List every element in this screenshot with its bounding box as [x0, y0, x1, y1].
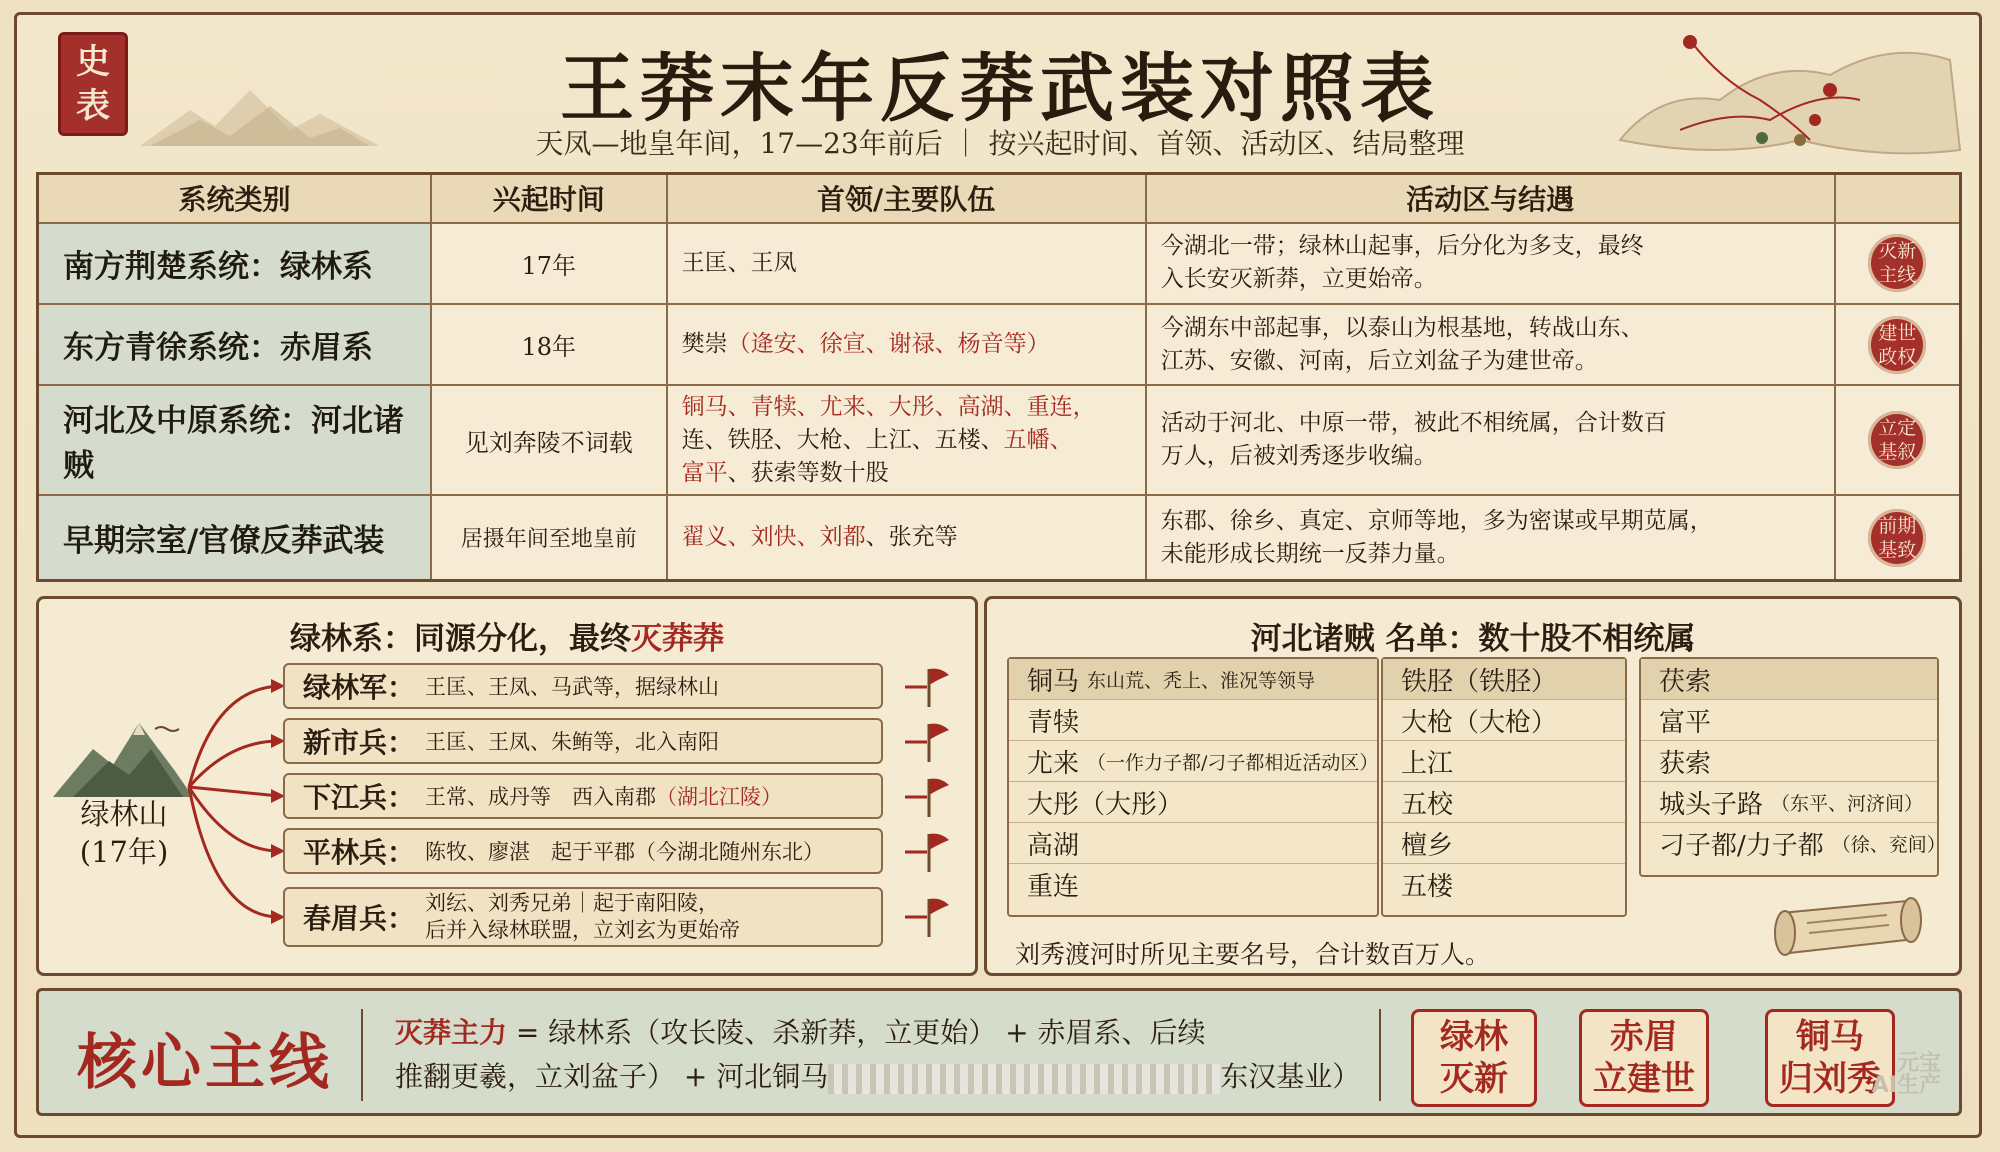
row-time: 见刘奔陵不词载: [431, 385, 667, 495]
core-line-text: [395, 1011, 1360, 1099]
item-name: 高湖: [1027, 830, 1080, 861]
badge-line: 灭新: [1440, 1059, 1508, 1099]
badge-line: 绿林: [1440, 1017, 1508, 1057]
list-item: [1009, 741, 1377, 782]
watermark: [1872, 1053, 1941, 1097]
list-item: [1383, 782, 1625, 823]
branch-desc: 刘纭、刘秀兄弟｜起于南阳陵，: [425, 891, 720, 915]
table-header: 首领/主要队伍: [667, 174, 1146, 223]
red-flag-icon: [905, 665, 951, 709]
outcome-stamp: [1868, 234, 1926, 292]
page-title: 王莽末年反莽武装对照表: [560, 46, 1440, 132]
watermark-line: AI生产: [1871, 1073, 1941, 1098]
branch-lulin-army: [283, 663, 883, 709]
leaders-text: 、获索等数十股: [727, 459, 889, 486]
row-leaders: [667, 495, 1146, 580]
stamp-line: 建世: [1878, 321, 1917, 344]
list-item: [1383, 864, 1625, 904]
branch-connectors: [39, 599, 299, 979]
core-text-start: 推翻更羲，立刘盆子） + 河北铜马: [395, 1060, 829, 1093]
branch-pinglin: [283, 828, 883, 874]
core-line-label: 核心主线: [77, 1028, 333, 1098]
table-header: 兴起时间: [431, 174, 667, 223]
list-item: [1009, 700, 1377, 741]
scroll-icon: [1767, 893, 1927, 963]
item-name: 获索: [1659, 748, 1712, 779]
area-line: 未能形成长期统一反莽力量。: [1160, 540, 1460, 567]
list-item: [1009, 659, 1377, 700]
badge-line: 归刘秀: [1779, 1059, 1881, 1099]
stamp-line: 立定: [1878, 417, 1917, 440]
item-name: 大彤（大彤）: [1027, 789, 1184, 820]
leaders-red-text: 富平: [681, 459, 728, 486]
table-row: [38, 304, 1961, 385]
item-note: （东平、河济间）: [1771, 792, 1924, 815]
row-stamp-cell: [1835, 304, 1961, 385]
badge-line: 立建世: [1593, 1059, 1695, 1099]
row-leaders: [667, 223, 1146, 304]
badge-chimei: [1579, 1009, 1709, 1107]
leaders-line: [682, 457, 1131, 490]
item-note: 东山荒、秃上、淮况等领导: [1087, 669, 1316, 692]
branch-desc: 后并入绿林联盟，立刘玄为更始帝: [425, 918, 741, 942]
comparison-table: [36, 172, 1962, 582]
divider: [1379, 1009, 1381, 1101]
branch-name: 下江兵：: [303, 781, 416, 814]
area-line: 今湖东中部起事，以泰山为根基地，转战山东、: [1160, 314, 1644, 341]
row-leaders: [667, 304, 1146, 385]
area-line: 活动于河北、中原一带，被此不相统属，合计数百: [1160, 410, 1667, 437]
stamp-line: 主线: [1878, 264, 1917, 287]
list-item: [1641, 700, 1937, 741]
panel-title: 河北诸贼 名单：数十股不相统属: [1250, 621, 1696, 657]
red-flag-icon: [905, 775, 951, 819]
hebei-list-panel: [984, 596, 1962, 976]
badge-line: 铜马: [1796, 1017, 1864, 1057]
list-column-2: [1381, 657, 1627, 917]
branch-desc-block: [425, 890, 740, 944]
stamp-line: 灭新: [1878, 240, 1917, 263]
list-item: [1009, 782, 1377, 823]
branch-desc: 王匡、王凤、朱鲔等，北入南阳: [425, 730, 720, 754]
outcome-stamp: [1868, 509, 1926, 567]
area-line: 今湖北一带；绿林山起事，后分化为多支，最终: [1160, 233, 1644, 260]
list-item: [1641, 823, 1946, 863]
list-item: [1383, 700, 1625, 741]
item-name: 五楼: [1401, 871, 1454, 902]
branch-desc: 王常、成丹等 西入南郡: [425, 785, 657, 809]
mountain-name: 绿林山: [80, 797, 168, 831]
core-line-bar: [36, 988, 1962, 1116]
row-category: 河北及中原系统：河北诸贼: [38, 385, 431, 495]
panel-title-red: 灭莽莽: [631, 621, 724, 657]
table-row: [38, 223, 1961, 304]
row-category: 南方荆楚系统：绿林系: [38, 223, 431, 304]
seal-char-1: 史: [76, 42, 110, 82]
branch-xiajiang: [283, 773, 883, 819]
list-item: [1009, 864, 1377, 904]
list-item: [1383, 741, 1625, 782]
list-item: [1641, 741, 1937, 782]
outcome-stamp: [1868, 316, 1926, 374]
item-name: 檀乡: [1401, 830, 1454, 861]
branch-desc: 陈牧、廖湛 起于平郡（今湖北随州东北）: [425, 840, 825, 864]
row-stamp-cell: [1835, 385, 1961, 495]
item-note: （徐、兖间）: [1831, 833, 1946, 856]
item-name: 青犊: [1027, 707, 1080, 738]
area-line: 万人，后被刘秀逐步收编。: [1160, 443, 1437, 470]
area-line: 东郡、徐乡、真定、京师等地，多为密谋或早期苋属，: [1160, 507, 1713, 534]
leaders-red-text: 翟义、刘快、刘都: [681, 524, 866, 551]
item-name: 铜马: [1027, 666, 1080, 697]
branch-name: 绿林军：: [303, 671, 416, 704]
row-leaders: [667, 385, 1146, 495]
leaders-line: [682, 424, 1131, 457]
table-header: 系统类别: [38, 174, 431, 223]
red-flag-icon: [905, 830, 951, 874]
item-note: （一作力子都/刁子都相近活动区）: [1087, 751, 1379, 774]
list-item: [1641, 659, 1937, 700]
list-item: [1009, 823, 1377, 864]
row-area: [1146, 304, 1835, 385]
list-item: [1383, 659, 1625, 700]
row-area: [1146, 385, 1835, 495]
area-line: 江苏、安徽、河南，后立刘盆子为建世帝。: [1160, 347, 1598, 374]
watermark-line: 元宝: [1896, 1051, 1941, 1076]
leaders-text: 樊崇: [681, 331, 728, 358]
item-name: 刁子都/力子都: [1659, 830, 1824, 861]
stamp-line: 前期: [1878, 514, 1917, 537]
item-name: 富平: [1659, 707, 1712, 738]
stamp-line: 基叙: [1878, 441, 1917, 464]
branch-xinshi: [283, 718, 883, 764]
stamp-line: 基致: [1878, 538, 1917, 561]
row-time: 17年: [431, 223, 667, 304]
redacted-block: [828, 1064, 1220, 1094]
branch-chunmei: [283, 887, 883, 947]
page-subtitle: 天凤—地皇年间，17—23年前后 ｜ 按兴起时间、首领、活动区、结局整理: [535, 127, 1465, 160]
divider: [361, 1009, 363, 1101]
table-row: [38, 495, 1961, 580]
table-header-row: [38, 174, 1961, 223]
item-name: 尤来: [1027, 748, 1080, 779]
panel-footer: 刘秀渡河时所见主要名号，合计数百万人。: [1015, 940, 1491, 969]
table-header: [1835, 174, 1961, 223]
mountain-year: (17年): [79, 835, 169, 869]
leaders-text: 连、铁胫、大枪、上江、五楼、: [681, 426, 1004, 453]
core-text-rest: = 绿林系（攻长陵、杀新莽，立更始） + 赤眉系、后续: [507, 1016, 1206, 1049]
list-column-3: [1639, 657, 1946, 877]
row-area: [1146, 495, 1835, 580]
leaders-text: 、张充等: [865, 524, 958, 551]
red-flag-icon: [905, 895, 951, 939]
branch-name: 春眉兵：: [303, 902, 416, 935]
branch-desc: 王匡、王凤、马武等，据绿林山: [425, 675, 720, 699]
item-name: 重连: [1027, 871, 1080, 902]
core-highlight: 灭莽主力: [395, 1016, 508, 1049]
lulin-branch-panel: [36, 596, 978, 976]
leaders-red-text: （逄安、徐宣、谢禄、杨音等）: [727, 331, 1050, 358]
branch-desc-red: （湖北江陵）: [656, 785, 783, 809]
red-flag-icon: [905, 720, 951, 764]
item-name: 茯索: [1659, 666, 1712, 697]
core-line-1: [395, 1011, 1360, 1055]
core-line-2: [395, 1055, 1360, 1099]
seal-char-2: 表: [76, 86, 110, 126]
badge-line: 赤眉: [1610, 1017, 1678, 1057]
item-name: 上江: [1401, 748, 1454, 779]
core-text-end: 东汉基业）: [1220, 1060, 1361, 1093]
list-column-1: [1007, 657, 1379, 917]
table-row: [38, 385, 1961, 495]
badge-lulin: [1411, 1009, 1537, 1107]
leaders-red-text: 五幡、: [1003, 426, 1073, 453]
list-item: [1641, 782, 1937, 823]
row-time: 居摄年间至地皇前: [431, 495, 667, 580]
row-area: [1146, 223, 1835, 304]
area-line: 入长安灭新莽，立更始帝。: [1160, 266, 1437, 293]
item-name: 五校: [1401, 789, 1454, 820]
row-time: 18年: [431, 304, 667, 385]
outcome-stamp: [1868, 411, 1926, 469]
leaders-line: [682, 391, 1131, 424]
list-item: [1383, 823, 1625, 864]
row-category: 早期宗室/官僚反莽武装: [38, 495, 431, 580]
table-header: 活动区与结遇: [1146, 174, 1835, 223]
stamp-line: 政权: [1878, 345, 1917, 368]
leaders-text: 王匡、王凤: [681, 249, 797, 276]
row-category: 东方青徐系统：赤眉系: [38, 304, 431, 385]
item-name: 大枪（大枪）: [1401, 707, 1558, 738]
row-stamp-cell: [1835, 223, 1961, 304]
item-name: 城头子路: [1659, 789, 1764, 820]
panel-title-text: 绿林系：同源分化，最终: [290, 621, 631, 657]
leaders-red-text: 铜马、青犊、尤来、大彤、高湖、重连，: [681, 393, 1096, 420]
row-stamp-cell: [1835, 495, 1961, 580]
branch-name: 平林兵：: [303, 836, 416, 869]
item-name: 铁胫（铁胫）: [1401, 666, 1558, 697]
branch-name: 新市兵：: [303, 726, 416, 759]
